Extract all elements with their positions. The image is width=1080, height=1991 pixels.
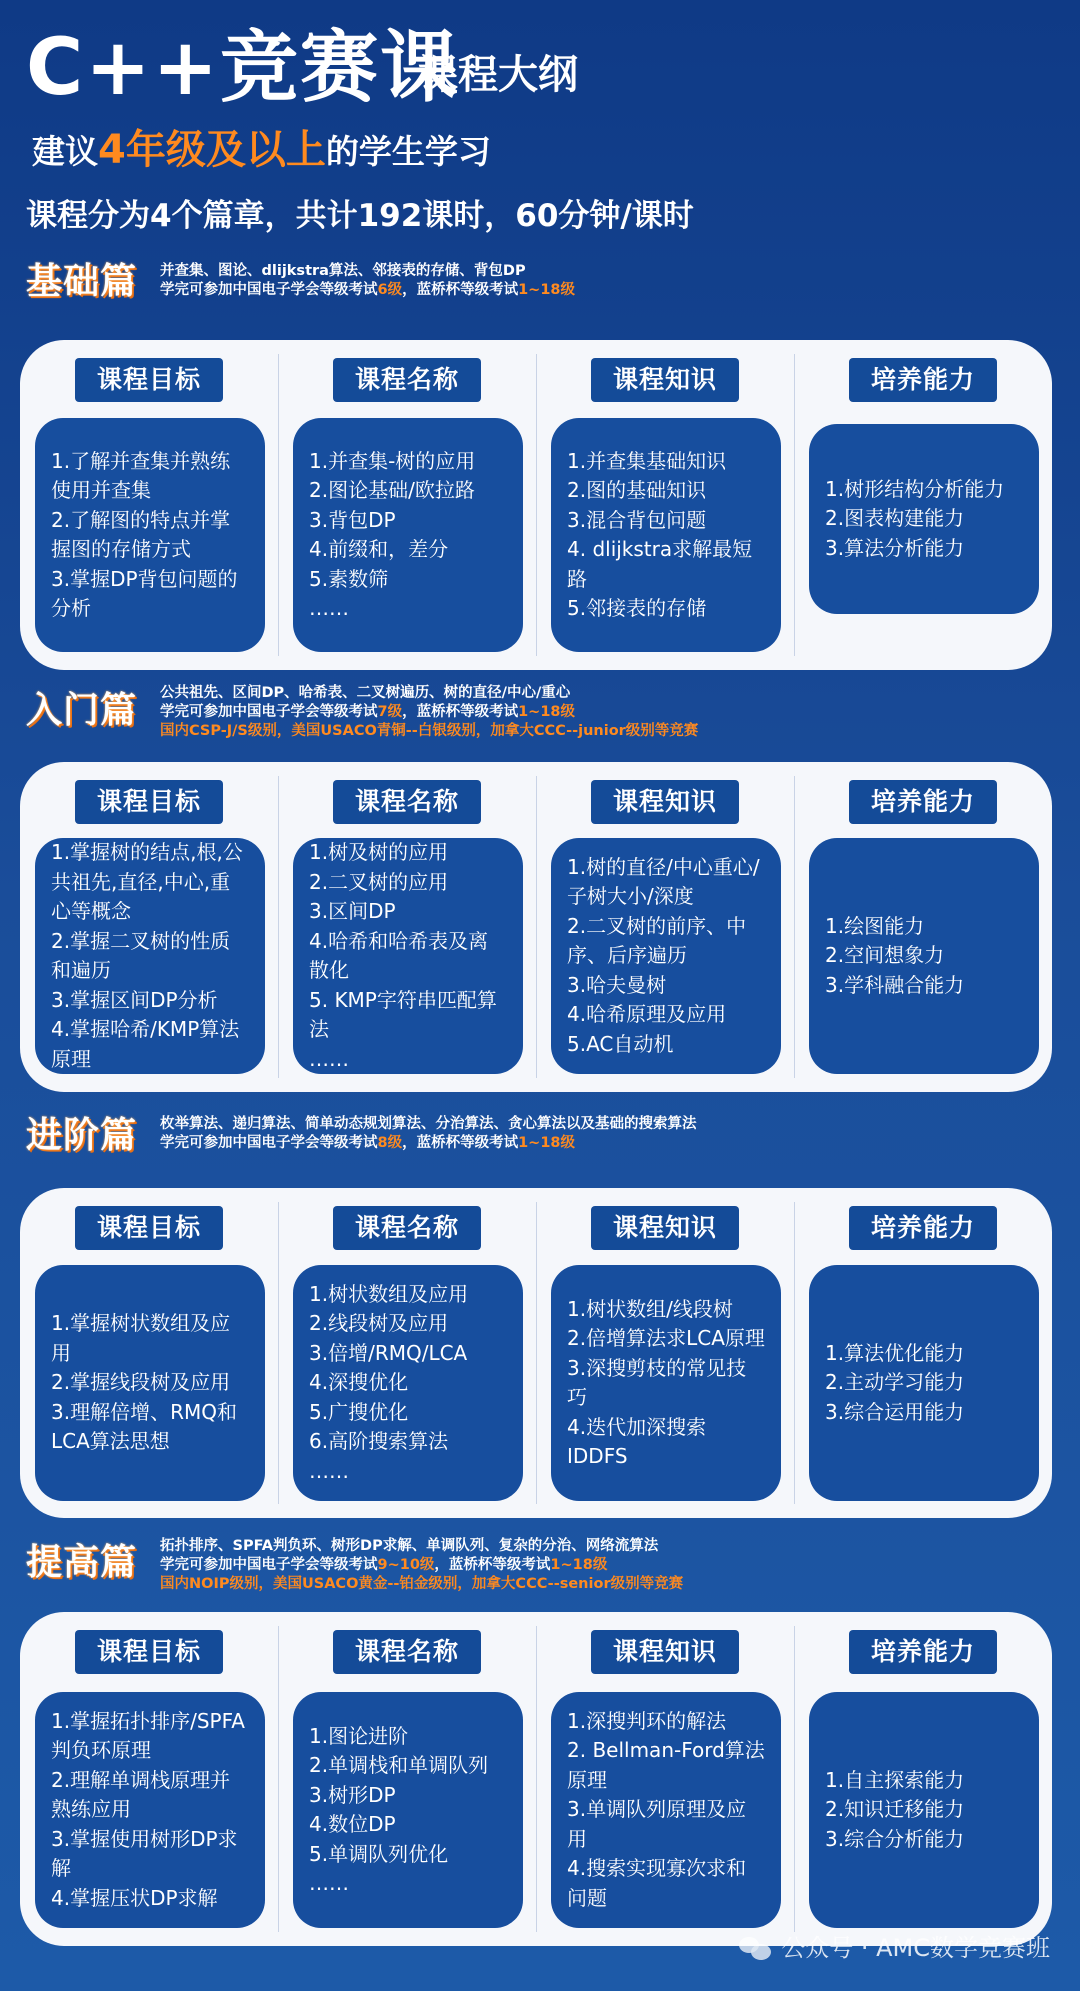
content-item: 2.掌握线段树及应用 [51, 1370, 231, 1395]
recommend-grade: 4年级及以上 [98, 127, 326, 173]
content-item: 3.综合运用能力 [825, 1399, 965, 1424]
names-column [278, 762, 536, 1092]
content-item: 2.二叉树的应用 [309, 869, 449, 894]
content-item: 3.倍增/RMQ/LCA [309, 1340, 468, 1365]
exam-level: 6级 [377, 282, 403, 298]
knowledge-column [536, 1612, 794, 1946]
column-content-box [809, 424, 1039, 614]
column-content-box [293, 418, 523, 652]
exam-range: 1~18级 [518, 282, 576, 298]
column-content-box [293, 1692, 523, 1928]
column-content-box [551, 1265, 781, 1501]
content-item: 1.绘图能力 [825, 913, 925, 938]
chapter-panel [20, 1612, 1052, 1946]
names-column [278, 1612, 536, 1946]
content-item: 3.哈夫曼树 [567, 972, 667, 997]
exam-level: 9~10级 [377, 1557, 435, 1573]
chapter-info [160, 1115, 697, 1153]
content-item: 2.理解单调栈原理并熟练应用 [51, 1767, 231, 1822]
column-heading: 课程知识 [591, 1630, 739, 1674]
exam-prefix: 学完可参加中国电子学会等级考试 [160, 704, 378, 720]
names-column [278, 340, 536, 670]
content-item: 4.前缀和，差分 [309, 537, 449, 561]
content-item: …… [309, 1046, 349, 1071]
chapter-exam [160, 1556, 683, 1575]
chapter-topics: 并查集、图论、dlijkstra算法、邻接表的存储、背包DP [160, 263, 526, 279]
chapter-info [160, 1537, 683, 1594]
course-subtitle: 课程大纲 [418, 52, 578, 98]
content-item: 3.单调队列原理及应用 [567, 1797, 747, 1851]
column-heading: 课程名称 [333, 780, 481, 824]
column-heading: 培养能力 [849, 780, 997, 824]
column-heading: 课程名称 [333, 1630, 481, 1674]
chapter-panel [20, 340, 1052, 670]
content-item: 3.综合分析能力 [825, 1826, 965, 1851]
column-heading: 培养能力 [849, 358, 997, 402]
abilities-column [794, 1612, 1052, 1946]
chapter-title: 基础篇 [26, 261, 138, 302]
content-item: 1.图论进阶 [309, 1723, 409, 1748]
column-content-box [35, 1692, 265, 1928]
content-item: 2.图的基础知识 [567, 478, 707, 502]
course-summary: 课程分为4个篇章，共计192课时，60分钟/课时 [26, 198, 694, 234]
chapter-info [160, 262, 575, 300]
chapter-info [160, 684, 698, 741]
content-item: 3.理解倍增、RMQ和LCA算法思想 [51, 1399, 237, 1454]
goals-column [20, 1612, 278, 1946]
exam-middle: ，蓝桥杯等级考试 [434, 1557, 551, 1573]
content-item: 1.自主探索能力 [825, 1767, 965, 1792]
column-heading: 课程知识 [591, 780, 739, 824]
chapter-panel [20, 1188, 1052, 1518]
content-item: 5.广搜优化 [309, 1399, 409, 1424]
content-item: 4.深搜优化 [309, 1370, 409, 1395]
content-item: 1.并查集-树的应用 [309, 448, 476, 473]
grade-recommendation [32, 122, 491, 180]
content-item: 2.二叉树的前序、中序、后序遍历 [567, 913, 747, 968]
content-item: 2.图表构建能力 [825, 506, 965, 531]
exam-prefix: 学完可参加中国电子学会等级考试 [160, 1557, 378, 1573]
knowledge-column [536, 1188, 794, 1518]
content-item: 2.了解图的特点并掌握图的存储方式 [51, 507, 231, 561]
column-heading: 课程名称 [333, 1206, 481, 1250]
recommend-suffix: 的学生学习 [325, 132, 491, 171]
content-item: 2.单调栈和单调队列 [309, 1753, 489, 1777]
chapter-title: 提高篇 [26, 1542, 138, 1583]
content-item: 3.掌握区间DP分析 [51, 987, 218, 1012]
column-content-box [35, 418, 265, 652]
goals-column [20, 762, 278, 1092]
chapter-competitions: 国内NOIP级别，美国USACO黄金--铂金级别，加拿大CCC--senior级别等竞赛 [160, 1576, 684, 1592]
column-content-box [809, 1265, 1039, 1501]
exam-middle: ，蓝桥杯等级考试 [402, 282, 519, 298]
column-heading: 培养能力 [849, 1630, 997, 1674]
content-item: 4.搜索实现寡次求和问题 [567, 1856, 747, 1910]
column-content-box [551, 1692, 781, 1928]
content-item: 1.掌握树状数组及应用 [51, 1311, 231, 1365]
goals-column [20, 1188, 278, 1518]
chapter-topics: 拓扑排序、SPFA判负环、树形DP求解、单调队列、复杂的分治、网络流算法 [160, 1538, 659, 1554]
column-heading: 培养能力 [849, 1206, 997, 1250]
content-item: 3.深搜剪枝的常见技巧 [567, 1355, 747, 1409]
column-heading: 课程目标 [75, 1206, 223, 1250]
content-item: 2.主动学习能力 [825, 1370, 965, 1395]
chapter-topics: 公共祖先、区间DP、哈希表、二叉树遍历、树的直径/中心/重心 [160, 685, 571, 701]
column-content-box [551, 838, 781, 1074]
chapter-exam [160, 703, 698, 722]
content-item: 4.迭代加深搜索IDDFS [567, 1414, 707, 1468]
column-content-box [809, 838, 1039, 1074]
content-item: 3.学科融合能力 [825, 972, 965, 997]
content-item: 2.知识迁移能力 [825, 1797, 965, 1822]
recommend-prefix: 建议 [32, 132, 98, 171]
exam-level: 8级 [377, 1135, 403, 1151]
column-content-box [809, 1692, 1039, 1928]
content-item: …… [309, 596, 349, 620]
content-item: 1.树状数组及应用 [309, 1281, 469, 1306]
content-item: 4.哈希原理及应用 [567, 1002, 727, 1027]
content-item: 3.算法分析能力 [825, 535, 965, 560]
content-item: 4. dlijkstra求解最短路 [567, 537, 753, 591]
chapter-exam [160, 1134, 697, 1153]
content-item: 1.了解并查集并熟练使用并查集 [51, 448, 231, 502]
content-item: 5. KMP字符串匹配算法 [309, 987, 497, 1041]
column-heading: 课程目标 [75, 358, 223, 402]
knowledge-column [536, 340, 794, 670]
chapter-title: 进阶篇 [26, 1115, 138, 1156]
content-item: 1.深搜判环的解法 [567, 1708, 727, 1733]
content-item: …… [309, 1871, 349, 1895]
exam-level: 7级 [377, 704, 403, 720]
goals-column [20, 340, 278, 670]
content-item: 5.邻接表的存储 [567, 596, 707, 620]
watermark-text: 公众号 · AMC数学竞赛班 [781, 1934, 1050, 1962]
column-heading: 课程名称 [333, 358, 481, 402]
exam-range: 1~18级 [518, 704, 576, 720]
content-item: 4.数位DP [309, 1812, 396, 1836]
content-item: 1.树状数组/线段树 [567, 1296, 733, 1321]
content-item: 1.掌握拓扑排序/SPFA判负环原理 [51, 1708, 245, 1763]
chapter-competitions: 国内CSP-J/S级别，美国USACO青铜--白银级别，加拿大CCC--junior级别等竞赛 [160, 723, 699, 739]
exam-range: 1~18级 [550, 1557, 608, 1573]
content-item: 3.区间DP [309, 899, 396, 923]
content-item: …… [309, 1458, 349, 1483]
column-heading: 课程目标 [75, 1630, 223, 1674]
content-item: 3.背包DP [309, 507, 396, 532]
content-item: 2.线段树及应用 [309, 1311, 449, 1336]
content-item: 1.算法优化能力 [825, 1340, 965, 1365]
column-content-box [293, 1265, 523, 1501]
chapter-title: 入门篇 [26, 690, 138, 731]
column-heading: 课程知识 [591, 358, 739, 402]
abilities-column [794, 1188, 1052, 1518]
content-item: 4.掌握哈希/KMP算法原理 [51, 1017, 240, 1071]
content-item: 5.单调队列优化 [309, 1841, 449, 1866]
content-item: 3.树形DP [309, 1782, 396, 1807]
exam-prefix: 学完可参加中国电子学会等级考试 [160, 282, 378, 298]
column-content-box [35, 1265, 265, 1501]
column-content-box [551, 418, 781, 652]
knowledge-column [536, 762, 794, 1092]
abilities-column [794, 340, 1052, 670]
exam-middle: ，蓝桥杯等级考试 [402, 704, 519, 720]
content-item: 1.并查集基础知识 [567, 448, 727, 473]
content-item: 1.掌握树的结点,根,公共祖先,直径,中心,重心等概念 [51, 840, 243, 923]
exam-range: 1~18级 [518, 1135, 576, 1151]
exam-middle: ，蓝桥杯等级考试 [402, 1135, 519, 1151]
column-content-box [293, 838, 523, 1074]
chapter-topics: 枚举算法、递归算法、简单动态规划算法、分治算法、贪心算法以及基础的搜索算法 [160, 1116, 697, 1132]
course-title: C++竞赛课 [26, 23, 460, 113]
chapter-exam [160, 281, 575, 300]
content-item: 3.掌握DP背包问题的分析 [51, 566, 238, 620]
content-item: 1.树的直径/中心重心/子树大小/深度 [567, 854, 760, 909]
chapter-panel [20, 762, 1052, 1092]
content-item: 3.混合背包问题 [567, 507, 707, 532]
content-item: 2.图论基础/欧拉路 [309, 478, 475, 502]
content-item: 5.AC自动机 [567, 1031, 674, 1056]
content-item: 4.哈希和哈希表及离散化 [309, 928, 489, 982]
content-item: 1.树及树的应用 [309, 840, 449, 864]
content-item: 2.空间想象力 [825, 943, 945, 968]
exam-prefix: 学完可参加中国电子学会等级考试 [160, 1135, 378, 1151]
content-item: 2. Bellman-Ford算法原理 [567, 1738, 765, 1792]
content-item: 6.高阶搜索算法 [309, 1429, 449, 1454]
column-content-box [35, 838, 265, 1074]
content-item: 1.树形结构分析能力 [825, 476, 1005, 501]
content-item: 2.掌握二叉树的性质和遍历 [51, 928, 231, 982]
names-column [278, 1188, 536, 1518]
column-heading: 课程目标 [75, 780, 223, 824]
wechat-icon [739, 1935, 773, 1961]
abilities-column [794, 762, 1052, 1092]
column-heading: 课程知识 [591, 1206, 739, 1250]
content-item: 4.掌握压状DP求解 [51, 1885, 218, 1910]
content-item: 5.素数筛 [309, 566, 389, 591]
content-item: 2.倍增算法求LCA原理 [567, 1326, 765, 1350]
content-item: 3.掌握使用树形DP求解 [51, 1826, 238, 1881]
watermark [739, 1928, 1050, 1968]
